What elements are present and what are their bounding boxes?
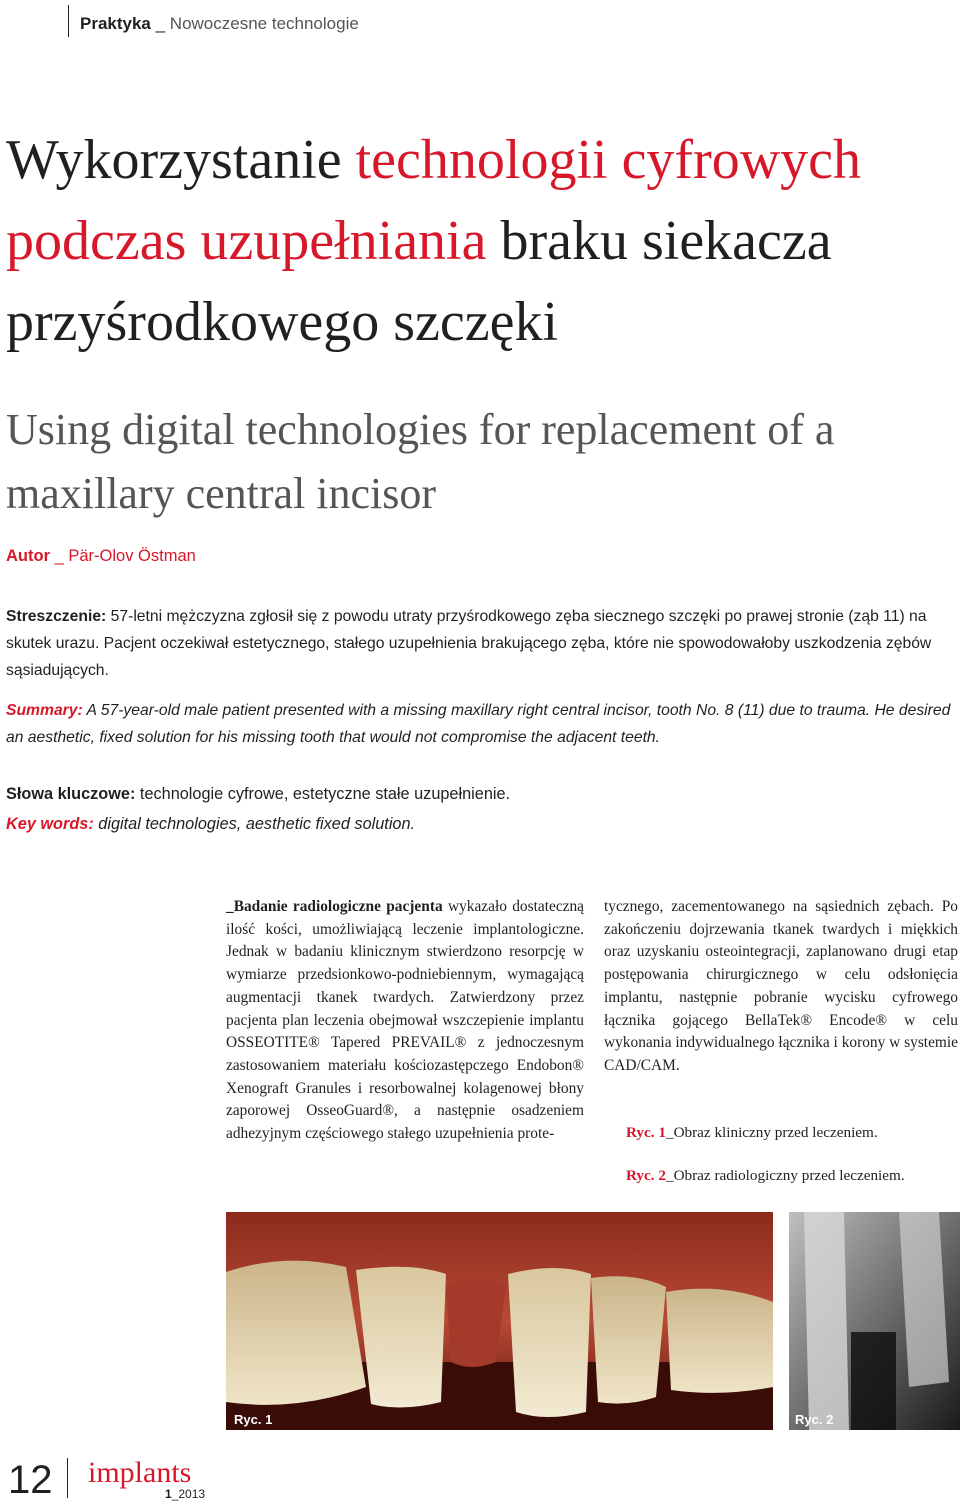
article-subtitle: Using digital technologies for replacement of a maxillary central incisor bbox=[6, 405, 835, 518]
issue-year: _2013 bbox=[171, 1487, 206, 1501]
issue-number bbox=[165, 1487, 205, 1501]
keywords-en-text: digital technologies, aesthetic fixed solution. bbox=[93, 815, 416, 833]
body-column-2 bbox=[604, 896, 958, 1078]
abstract-polish bbox=[6, 603, 960, 684]
body-col2-text: tycznego, zacementowanego na sąsiednich zębach. Po zakończeniu dojrzewania tkanek twardych i miękkich oraz uzyskaniu osteointegracji, zaplanowano drugi etap postępowania chirurgicznego w celu odsłonięcia implantu, następnie pobranie wycisku cyfrowego łącznika gojącego BellaTek® Encode® w celu wykonania indywidualnego łącznika i korony w systemie CAD/CAM. bbox=[604, 898, 958, 1074]
body-column-1 bbox=[226, 896, 584, 1146]
abstract-pl-text: 57-letni mężczyzna zgłosił się z powodu utraty przyśrodkowego zęba siecznego szczęki po prawej stronie (ząb 11) na skutek urazu. Pacjent oczekiwał estetycznego, stałego uzupełnienia brakującego zęba, które nie spowodowałoby uszkodzenia zębów sąsiadujących. bbox=[6, 608, 932, 679]
caption-1-text: _Obraz kliniczny przed leczeniem. bbox=[665, 1124, 878, 1141]
header-separator: _ bbox=[150, 14, 170, 33]
section-name: Praktyka bbox=[80, 14, 151, 33]
article-title bbox=[6, 120, 956, 363]
footer-rule bbox=[67, 1458, 68, 1498]
title-part3: braku siekacza przyśrodkowego szczęki bbox=[6, 210, 832, 353]
issue-num: 1 bbox=[165, 1487, 172, 1501]
keywords-pl-label: Słowa kluczowe: bbox=[6, 785, 136, 803]
keywords-english bbox=[6, 815, 415, 834]
clinical-photo-illustration bbox=[226, 1212, 773, 1430]
section-topic: Nowoczesne technologie bbox=[169, 14, 359, 33]
author-name: Pär-Olov Östman bbox=[68, 547, 196, 565]
author-line bbox=[6, 547, 196, 566]
radiograph-illustration bbox=[789, 1212, 960, 1430]
figure-caption-2 bbox=[626, 1167, 905, 1185]
header-rule bbox=[68, 5, 69, 37]
figure-2-label: Ryc. 2 bbox=[795, 1412, 834, 1427]
author-label: Autor bbox=[6, 547, 50, 565]
figure-1-label: Ryc. 1 bbox=[234, 1412, 273, 1427]
title-part2-highlight: technologii cyfrowych podczas uzupełniania bbox=[6, 129, 862, 272]
radiograph-photo bbox=[789, 1212, 960, 1430]
keywords-pl-text: technologie cyfrowe, estetyczne stałe uzupełnienie. bbox=[135, 785, 511, 803]
figure-caption-1 bbox=[626, 1124, 878, 1142]
magazine-logo: implants bbox=[88, 1456, 192, 1489]
body-lead: _Badanie radiologiczne pacjenta bbox=[226, 898, 443, 915]
caption-2-number: Ryc. 2 bbox=[626, 1167, 666, 1184]
author-separator: _ bbox=[50, 547, 69, 565]
section-header bbox=[80, 14, 359, 34]
abstract-english bbox=[6, 697, 960, 751]
title-part1: Wykorzystanie bbox=[6, 129, 356, 191]
caption-1-number: Ryc. 1 bbox=[626, 1124, 666, 1141]
body-col1-text: wykazało dostateczną ilość kości, umożliwiającą leczenie implantologiczne. Jednak w badaniu klinicznym stwierdzono resorpcję w wymiarze przedsionkowo-podniebiennym, wymagającą augmentacji tkanek twardych. Zatwierdzony przez pacjenta plan leczenia obejmował wszczepienie implantu OSSEOTITE® Tapered PREVAIL® z jednoczesnym zastosowaniem materiału kościozastępczego Endobon® Xenograft Granules i resorbowalnej kolagenowej błony zaporowej OsseoGuard®, a następnie osadzeniem adhezyjnym częściowego stałego uzupełnienia prote- bbox=[226, 898, 585, 1143]
abstract-en-text: A 57-year-old male patient presented with a missing maxillary right central incisor, tooth No. 8 (11) due to trauma. He desired an aesthetic, fixed solution for his missing tooth that would not compromise the adjacent teeth. bbox=[6, 702, 951, 746]
keywords-polish bbox=[6, 785, 510, 804]
clinical-photo bbox=[226, 1212, 773, 1430]
page-number: 12 bbox=[8, 1458, 53, 1502]
caption-2-text: _Obraz radiologiczny przed leczeniem. bbox=[665, 1167, 905, 1184]
keywords-en-label: Key words: bbox=[6, 815, 94, 833]
abstract-pl-label: Streszczenie: bbox=[6, 608, 107, 625]
abstract-en-label: Summary: bbox=[6, 702, 83, 719]
